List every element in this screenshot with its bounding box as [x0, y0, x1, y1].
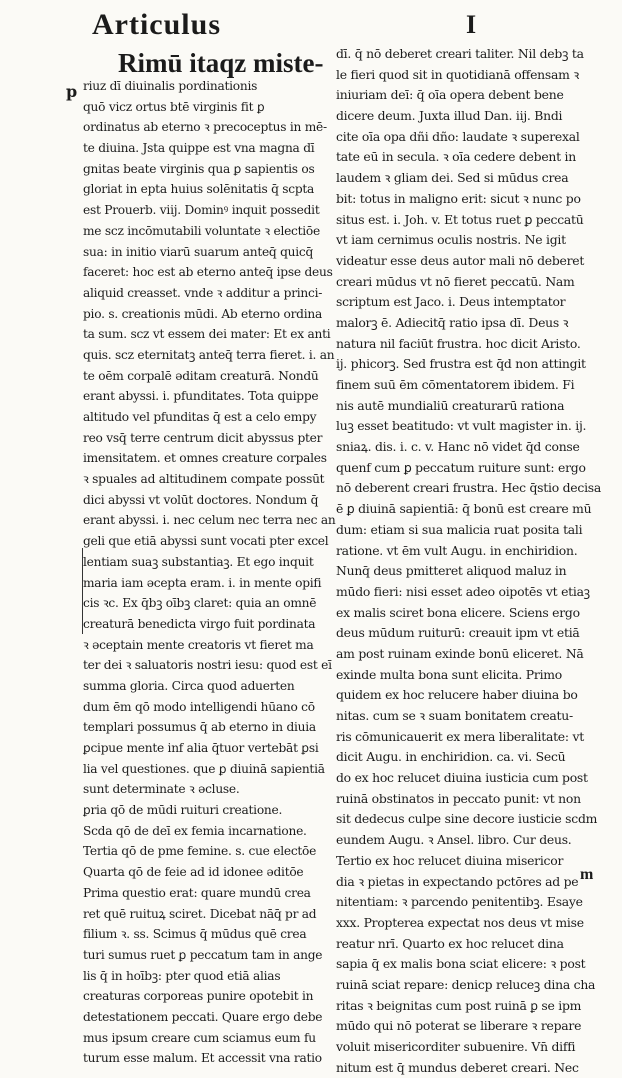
- right-column-line: laudem ꝛ gliam dei. Sed si mūdus crea: [336, 170, 569, 186]
- left-column-line: detestationem peccati. Quare ergo debe: [83, 1009, 323, 1024]
- folio-number: I: [466, 10, 477, 39]
- left-column-line: ta sum. scz vt essem dei mater: Et ex anti: [83, 327, 331, 342]
- right-column-line: cite oīa opa dñi dño: laudate ꝛ superexal: [336, 128, 580, 144]
- right-column-line: dum: etiam si sua malicia ruat posita tali: [336, 521, 583, 537]
- right-column-line: reatur nrī. Quarto ex hoc relucet dina: [336, 935, 564, 951]
- right-column-line: Nunq̄ deus pmitteret aliquod maluz in: [336, 563, 567, 579]
- right-column-line: dicere deum. Juxta illud Dan. iij. Bndi: [336, 108, 563, 124]
- right-column-line: Tertio ex hoc relucet diuina misericor: [336, 852, 564, 868]
- left-column-line: geli que etiā abyssi sunt vocati pter excel: [83, 534, 329, 549]
- left-column-line: dici abyssi vt volūt doctores. Nondum q̄: [83, 492, 319, 507]
- right-column-line: mūdo fieri: nisi esset adeo oipotēs vt etiaꝫ: [336, 583, 590, 599]
- left-column-line: faceret: hoc est ab eterno anteq̄ ipse deus: [83, 265, 333, 280]
- right-column-line: nitum est q̄ mundus deberet creari. Nec: [336, 1059, 579, 1075]
- left-column-line: turi sumus ruet ꝑ peccatum tam in ange: [83, 947, 323, 962]
- left-column-line: altitudo vel pfunditas q̄ est a celo empy: [83, 410, 317, 424]
- left-column-line: imensitatem. et omnes creature corpales: [83, 451, 327, 466]
- left-column-line: gnitas beate virginis qua ꝑ sapientis os: [83, 161, 315, 176]
- right-column-line: sapia q̄ ex malis bona sciat elicere: ꝛ post: [336, 956, 586, 972]
- right-column-line: ij. phicorꝫ. Sed frustra est q̄d non attingit: [336, 356, 586, 372]
- left-column-line: gloriat in epta huius solēnitatis q̄ scpta: [83, 182, 315, 197]
- left-column-line: creaturas corporeas punire opotebit in: [83, 989, 314, 1004]
- left-column-line: est Prouerb. viij. Dominꝰ inquit possedit: [83, 203, 320, 218]
- left-column-line: pio. s. creationis mūdi. Ab eterno ordina: [83, 306, 322, 321]
- right-column-line: quidem ex hoc relucere haber diuina bo: [336, 687, 578, 703]
- right-column-line: finem suū ēm cōmentatorem ibidem. Fi: [336, 377, 575, 392]
- left-column-line: ꝑria qō de mūdi ruituri creatione.: [83, 803, 283, 818]
- left-column-line: ꝛ əceptain mente creatoris vt fieret ma: [83, 637, 314, 652]
- left-column-line: Quarta qō de feie ad id idonee əditōe: [83, 865, 304, 880]
- left-column-line: aliquid creasset. vnde ꝛ additur a princi-: [83, 285, 323, 300]
- left-column-line: riuz dī diuinalis pordinationis: [83, 79, 258, 93]
- left-column-line: filium ꝛ. ss. Scimus q̄ mūdus quē crea: [83, 927, 307, 942]
- left-column-line: sua: in initio viarū suarum anteq̄ quicq̄: [83, 244, 314, 259]
- right-column-line: le fieri quod sit in quotidianā offensam ꝛ: [336, 66, 579, 82]
- left-column-line: Prima questio erat: quare mundū crea: [83, 885, 311, 900]
- right-column: [336, 44, 602, 1075]
- left-column-line: cis ꝛc. Ex q̄bꝫ oībꝫ claret: quia an omnē: [83, 596, 317, 611]
- right-column-line: ris cōmunicauerit ex mera liberalitate: vt: [336, 728, 584, 744]
- right-column-line: do ex hoc relucet diuina iusticia cum post: [336, 770, 588, 786]
- left-column-line: erant abyssi. i. nec celum nec terra nec an: [83, 513, 336, 528]
- left-column-line: me scz incōmutabili voluntate ꝛ electiōe: [83, 223, 320, 238]
- right-column-line: dia ꝛ pietas in expectando pctōres ad pe: [336, 873, 579, 889]
- right-column-line: ex malis sciret bona elicere. Sciens ergo: [336, 604, 580, 620]
- right-column-line: sit dedecus culpe sine decore iusticie scdm: [336, 811, 598, 827]
- signature-mark: m: [580, 866, 594, 883]
- right-column-line: tate eū in secula. ꝛ oīa cedere debent in: [336, 149, 576, 165]
- left-column-line: Tertia qō de pme femine. s. cue electōe: [83, 844, 317, 859]
- right-column-line: exinde multa bona sunt elicita. Primo: [336, 666, 562, 682]
- left-column-line: Scda qō de deī ex femia incarnatione.: [83, 823, 307, 838]
- right-column-line: deus mūdum ruiturū: creauit ipm vt etiā: [336, 625, 580, 641]
- left-column-line: quis. scz eternitatꝫ anteq̄ terra fieret. i. an: [83, 347, 335, 362]
- right-column-line: situs est. i. Joh. v. Et totus ruet ꝑ peccatū: [336, 211, 584, 227]
- right-column-line: ratione. vt ēm vult Augu. in enchiridion.: [336, 542, 578, 558]
- left-column: [83, 76, 336, 1066]
- right-column-line: am post ruinam exinde bonū eliceret. Nā: [336, 645, 584, 661]
- left-column-line: sunt determinate ꝛ əcluse.: [83, 782, 240, 797]
- right-column-line: vt iam cernimus oculis nostris. Ne igit: [336, 232, 566, 248]
- left-column-line: dum ēm qō modo intelligendi hūano cō: [83, 699, 315, 714]
- right-column-line: dicit Augu. in enchiridion. ca. vi. Secū: [336, 749, 566, 765]
- left-column-line: mus ipsum creare cum sciamus eum fu: [83, 1030, 316, 1045]
- right-column-line: dī. q̄ nō deberet creari taliter. Nil debꝫ ta: [336, 46, 584, 61]
- left-column-line: quō vicz ortus btē virginis fit ꝑ: [83, 99, 265, 114]
- left-column-line: maria iam əcepta eram. i. in mente opifi: [83, 575, 322, 590]
- left-column-line: ter dei ꝛ saluatoris nostri iesu: quod est eī: [83, 658, 332, 673]
- right-column-line: iniuriam deī: q̄ oīa opera debent bene: [336, 87, 564, 103]
- right-column-line: ritas ꝛ beignitas cum post ruinā ꝑ se ipm: [336, 997, 582, 1013]
- right-column-line: eundem Augu. ꝛ Ansel. libro. Cur deus.: [336, 832, 572, 848]
- left-column-line: ordinatus ab eterno ꝛ precoceptus in mē-: [83, 120, 327, 135]
- right-column-line: natura nil faciūt frustra. hoc dicit Aristo.: [336, 335, 581, 351]
- right-column-line: luꝫ esset beatitudo: vt vult magister in. ij.: [336, 418, 587, 434]
- left-column-line: templari possumus q̄ ab eterno in diuia: [83, 720, 316, 735]
- left-column-line: ꝑcipue mente inf alia q̄tuor vertebāt ꝑsi: [83, 741, 319, 755]
- right-column-line: xxx. Propterea expectat nos deus vt mise: [336, 914, 584, 930]
- right-column-line: creari mūdus vt nō fieret peccatū. Nam: [336, 273, 575, 289]
- guide-letter: p: [66, 82, 78, 101]
- left-column-line: lis q̄ in hoībꝫ: pter quod etiā alias: [83, 968, 281, 983]
- right-column-line: videatur esse deus autor mali nō deberet: [336, 252, 585, 268]
- left-column-line: creaturā benedicta virgo fuit pordinata: [83, 616, 316, 631]
- right-column-line: mūdo qui nō poterat se liberare ꝛ repare: [336, 1018, 582, 1034]
- right-column-line: bit: totus in maligno erit: sicut ꝛ nunc po: [336, 190, 581, 206]
- left-column-line: te oēm corpalē əditam creaturā. Nondū: [83, 368, 319, 383]
- right-column-line: nō deberent creari frustra. Hec q̄stio decisa: [336, 480, 602, 496]
- right-column-line: scriptum est Jaco. i. Deus intemptator: [336, 294, 566, 310]
- opening-title-line: Rimū itaqz miste-: [118, 48, 324, 78]
- left-column-line: reo vsq̄ terre centrum dicit abyssus pter: [83, 430, 323, 445]
- article-heading: Articulus: [92, 8, 221, 41]
- right-column-line: nitentiam: ꝛ parcendo penitentibꝫ. Esaye: [336, 894, 583, 910]
- right-column-line: sniaꝝ. dis. i. c. v. Hanc nō videt q̄d conse: [336, 439, 580, 455]
- left-column-line: lia vel questiones. que ꝑ diuinā sapientiā: [83, 761, 325, 776]
- left-column-line: ꝛ spuales ad altitudinem compate possūt: [83, 472, 325, 487]
- left-column-line: ret quē ruituꝝ sciret. Dicebat nāq̄ pr ad: [83, 906, 317, 921]
- left-column-line: erant abyssi. i. pfunditates. Tota quippe: [83, 389, 319, 404]
- left-column-line: lentiam suaꝫ substantiaꝫ. Et ego inquit: [83, 554, 314, 569]
- right-column-line: voluit misericorditer subuenire. Vn̄ diffi: [336, 1039, 576, 1054]
- right-column-line: ruinā obstinatos in peccato punit: vt non: [336, 790, 581, 806]
- right-column-line: quenf cum ꝑ peccatum ruiture sunt: ergo: [336, 459, 586, 475]
- right-column-line: nis autē mundialiū creaturarū rationa: [336, 397, 565, 413]
- right-column-line: ruinā sciat repare: denicp reluceꝫ dina cha: [336, 976, 596, 992]
- left-column-line: turum esse malum. Et accessit vna ratio: [83, 1051, 322, 1066]
- left-column-line: te diuina. Jsta quippe est vna magna dī: [83, 141, 315, 156]
- right-column-line: ē ꝑ diuinā sapientiā: q̄ bonū est creare mū: [336, 501, 592, 517]
- left-column-line: summa gloria. Circa quod aduerten: [83, 678, 295, 693]
- right-column-line: malorꝫ ē. Adiecitq̄ ratio ipsa dī. Deus ꝛ: [336, 314, 569, 330]
- right-column-line: nitas. cum se ꝛ suam bonitatem creatu-: [336, 708, 573, 723]
